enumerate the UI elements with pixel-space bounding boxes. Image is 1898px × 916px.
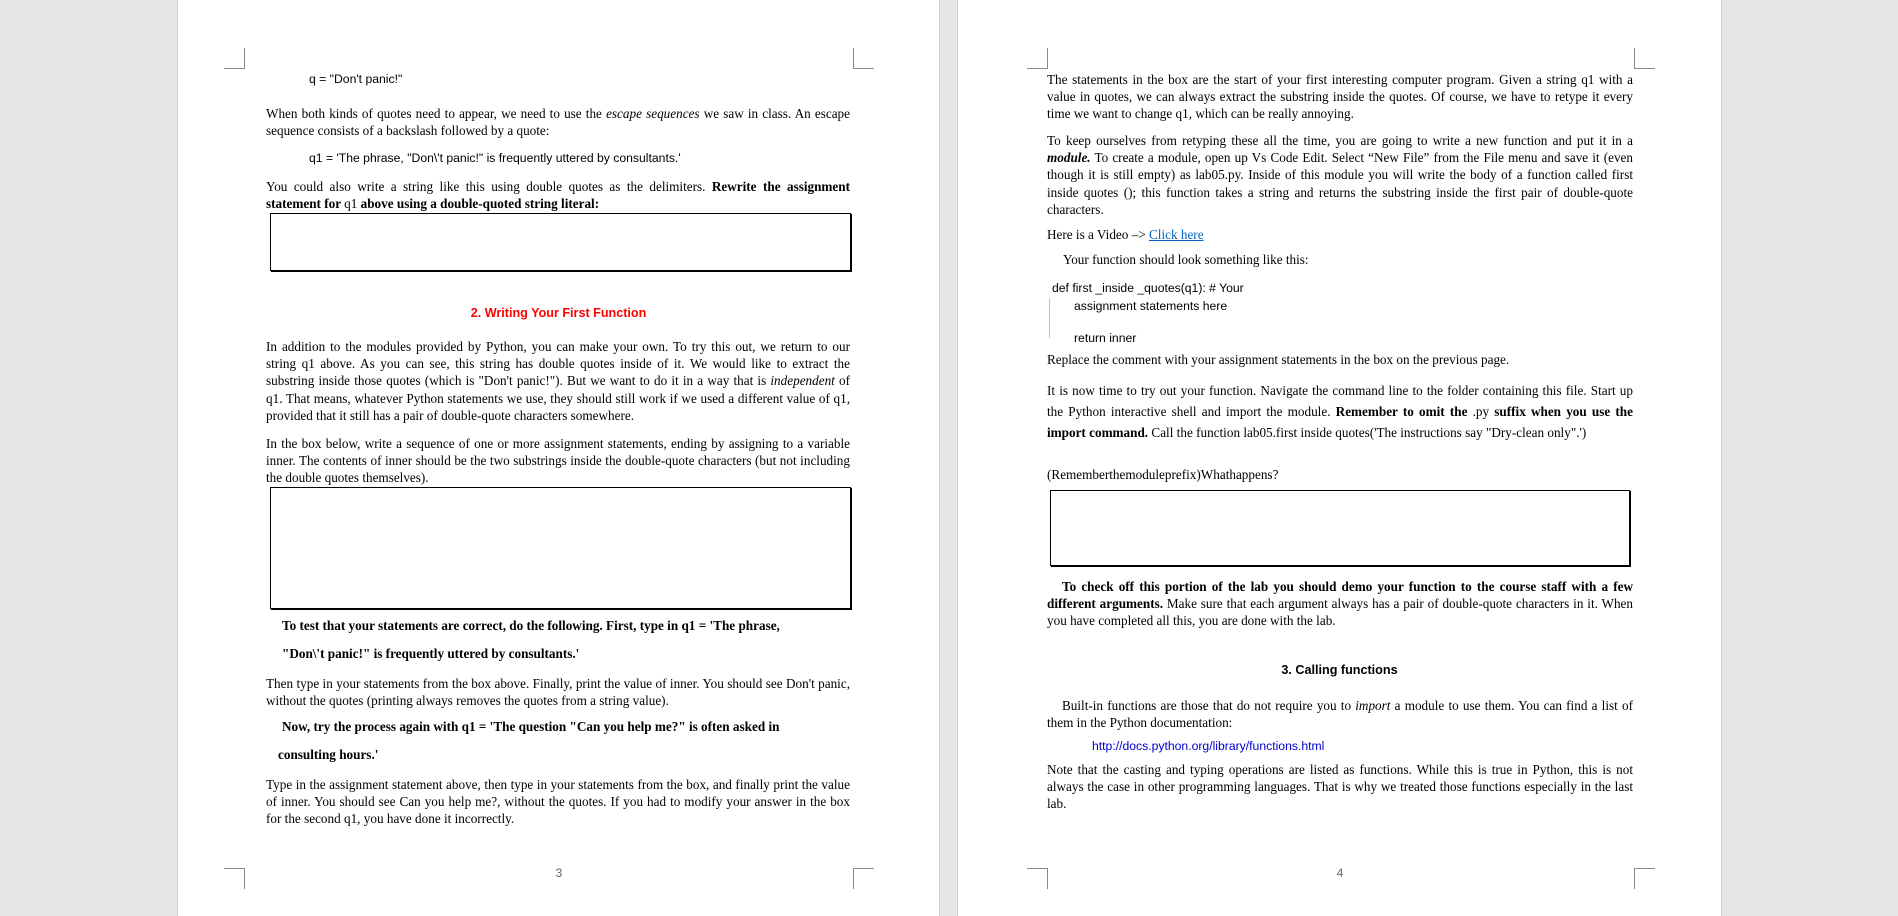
paragraph: You could also write a string like this using double quotes as the delimiters. Rewrite the assignment statement for q1 above using a double-quoted string literal: <box>266 179 850 212</box>
answer-box[interactable] <box>270 487 851 609</box>
crop-mark <box>1027 48 1048 69</box>
crop-mark <box>1634 868 1655 889</box>
paragraph: When both kinds of quotes need to appear, we need to use the escape sequences we saw in class. An escape sequence consists of a backslash followed by a quote: <box>266 106 851 139</box>
section-heading: 2. Writing Your First Function <box>470 306 647 320</box>
paragraph: Then type in your statements from the box above. Finally, print the value of inner. You should see Don't panic, without the quotes (printing always removes the quotes from a string value). <box>266 676 850 709</box>
paragraph: It is now time to try out your function. Navigate the command line to the folder containing this file. Start up the Python interactive shell and import the module. Remember to omit the .py suffix when you use the import command. Call the function lab05.first inside quotes('The instructions say "Dry-clean only".') <box>1047 383 1633 440</box>
answer-box[interactable] <box>270 213 851 271</box>
documentation-url[interactable]: http://docs.python.org/library/functions.html <box>1092 739 1325 753</box>
paragraph: To keep ourselves from retyping these all the time, you are going to write a new function and put it in a module. To create a module, open up Vs Code Edit. Select “New File” from the File menu and save it (even though it is still empty) as lab05.py. Inside of this module you will write the body of a function called first inside quotes (); this function takes a string and returns the substring inside the first pair of double-quote characters. <box>1047 133 1633 217</box>
instruction: consulting hours.' <box>278 747 379 762</box>
page-number: 3 <box>555 866 563 880</box>
paragraph: Type in the assignment statement above, then type in your statements from the box, and finally print the value of inner. You should see Can you help me?, without the quotes. If you had to modify your answer in the box for the second q1, you have done it incorrectly. <box>266 777 850 827</box>
paragraph: The statements in the box are the start of your first interesting computer program. Given a string q1 with a value in quotes, we can always extract the substring inside the quotes. Of course, we have to retype it every time we want to change q1, which can be really annoying. <box>1047 72 1633 122</box>
paragraph: In the box below, write a sequence of one or more assignment statements, ending by assigning to a variable inner. The contents of inner should be the two substrings inside the double-quote characters (but not including the double quotes themselves). <box>266 436 850 486</box>
crop-mark <box>1634 48 1655 69</box>
paragraph: (Rememberthemoduleprefix)Whathappens? <box>1047 467 1279 482</box>
instruction: Now, try the process again with q1 = 'The question "Can you help me?" is often asked in <box>282 719 780 734</box>
crop-mark <box>853 868 874 889</box>
video-line: Here is a Video –> Click here <box>1047 227 1204 242</box>
answer-box[interactable] <box>1050 490 1630 566</box>
paragraph: In addition to the modules provided by Python, you can make your own. To try this out, we return to our string q1 above. As you can see, this string has double quotes inside of it. We would like to extract the substring inside those quotes (which is "Don't panic!"). But we want to do it in a way that is independent of q1. That means, whatever Python statements we use, they should still work if we used a different value of q1, provided that it still has a pair of double-quote characters somewhere. <box>266 339 850 423</box>
paragraph: Built-in functions are those that do not require you to import a module to use them. You can find a list of them in the Python documentation: <box>1047 698 1633 731</box>
paragraph: Note that the casting and typing operations are listed as functions. While this is true in Python, this is not always the case in other programming languages. That is why we treated those functions especially in the last lab. <box>1047 762 1633 812</box>
crop-mark <box>224 48 245 69</box>
page-number: 4 <box>1336 866 1344 880</box>
crop-mark <box>853 48 874 69</box>
code-indent-guide <box>1049 298 1050 338</box>
code-line: q1 = 'The phrase, "Don\'t panic!" is frequently uttered by consultants.' <box>309 151 681 165</box>
section-heading: 3. Calling functions <box>1281 663 1398 677</box>
code-line: q = "Don't panic!" <box>309 72 403 86</box>
instruction: To test that your statements are correct, do the following. First, type in q1 = 'The phrase, <box>282 618 780 633</box>
code-line: assignment statements here <box>1074 299 1228 313</box>
video-link[interactable]: Click here <box>1148 227 1204 242</box>
paragraph: Your function should look something like this: <box>1063 252 1309 267</box>
document-page-3 <box>177 0 940 916</box>
code-line: return inner <box>1074 331 1137 345</box>
document-page-4 <box>957 0 1722 916</box>
crop-mark <box>224 868 245 889</box>
paragraph: To check off this portion of the lab you should demo your function to the course staff with a few different arguments. Make sure that each argument always has a pair of double-quote characters in it. When you have completed all this, you are done with the lab. <box>1047 579 1634 629</box>
code-line: def first _inside _quotes(q1): # Your <box>1052 281 1244 295</box>
paragraph: Replace the comment with your assignment statements in the box on the previous page. <box>1047 352 1510 367</box>
instruction: "Don\'t panic!" is frequently uttered by consultants.' <box>282 646 580 661</box>
crop-mark <box>1027 868 1048 889</box>
